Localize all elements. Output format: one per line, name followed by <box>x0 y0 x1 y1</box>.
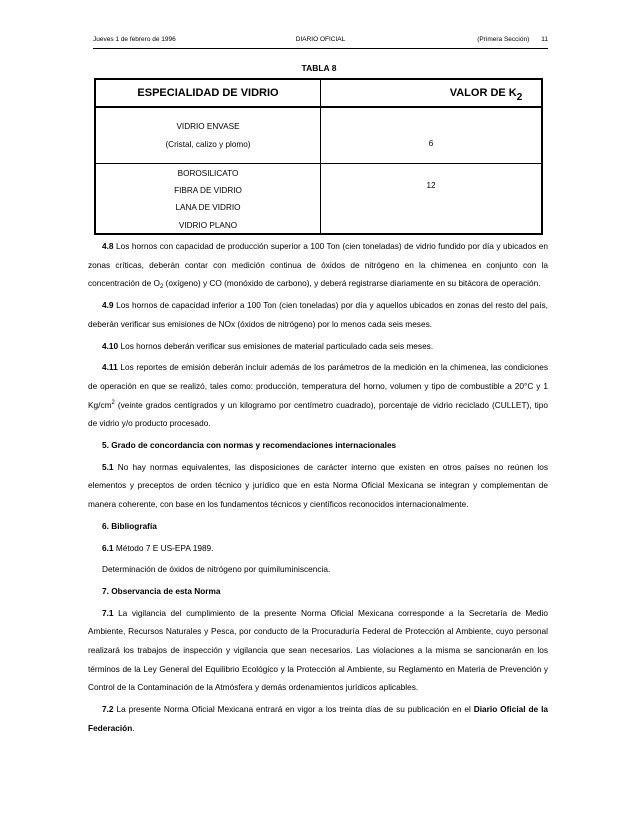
col1-header: ESPECIALIDAD DE VIDRIO <box>137 87 279 99</box>
paragraph-6-1-detail: Determinación de óxidos de nitrógeno por quimiluminiscencia. <box>102 564 331 575</box>
paragraph-text: (veinte grados centígrados y un kilogramo por centímetro cuadrado), porcentaje de vidrio reciclado (CULLET), tipo de vidrio y/o producto procesado. <box>88 399 548 429</box>
paragraph-4-8 <box>88 237 548 293</box>
paragraph-7-2 <box>88 700 548 737</box>
table-row <box>96 108 541 164</box>
paragraph-text: Los reportes de emisión deberán incluir además de los parámetros de la medición en la chimenea, las condiciones de operación en que se realizó, tales como: producción, temperatura del horno, volumen y tipo de combustible a 20°C y 1 Kg/cm <box>88 362 548 410</box>
paragraph-7-1 <box>88 604 548 698</box>
table-title: TABLA 8 <box>301 63 337 73</box>
clause-number: 7.2 <box>102 704 114 715</box>
header-date: Jueves 1 de febrero de 1996 <box>93 36 176 43</box>
header-right <box>477 36 548 43</box>
heading-text: 7. Observancia de esta Norma <box>102 585 221 596</box>
heading-text: 6. Bibliografía <box>102 520 157 531</box>
specialty-line: VIDRIO PLANO <box>178 220 238 230</box>
table-header-row <box>96 80 541 108</box>
col2-header-sub: 2 <box>516 92 523 103</box>
paragraph-5-1 <box>88 458 548 514</box>
col2-header-text: VALOR DE K <box>449 87 517 99</box>
glass-table <box>94 78 543 235</box>
section-heading-7 <box>88 582 548 601</box>
clause-number: 4.8 <box>102 241 114 251</box>
header-publication: DIARIO OFICIAL <box>295 36 346 43</box>
specialty-line: FIBRA DE VIDRIO <box>174 186 242 196</box>
paragraph-text: Los hornos con capacidad de producción superior a 100 Ton (cien toneladas) de vidrio fundido por día y ubicados en zonas críticas, deberán contar con medición continua de óxidos de nitrógeno en la chimenea en conjunto con la concentración de O <box>88 241 548 289</box>
specialty-line: VIDRIO ENVASE <box>176 122 240 131</box>
paragraph-4-10 <box>88 337 548 356</box>
clause-number: 4.11 <box>102 362 118 373</box>
specialty-line: BOROSILICATO <box>177 169 239 178</box>
gazette-name: Diario Oficial de la Federación <box>88 704 548 733</box>
specialty-cell <box>96 108 320 163</box>
paragraph-4-9 <box>88 296 548 333</box>
paragraph-text: Método 7 E US-EPA 1989. <box>113 542 214 553</box>
paragraph-text: La vigilancia del cumplimiento de la presente Norma Oficial Mexicana corresponde a la Secretaría de Medio Ambiente, Recursos Naturales y Pesca, por conducto de la Procuraduría Federal de Protección al Ambiente, cuyo personal realizará los trabajos de inspección y vigilancia que sean necesarios. Las violaciones a la misma se sancionarán en los términos de la Ley General del Equilibrio Ecológico y la Protección al Ambiente, su Reglamento en Materia de Prevención y Control de la Contaminación de la Atmósfera y demás ordenamientos jurídicos aplicables. <box>88 607 548 693</box>
specialty-cell <box>96 164 320 235</box>
paragraph-text: Los hornos de capacidad inferior a 100 Ton (cien toneladas) por día y aquellos ubicados en zonas del resto del país, deberán verificar sus emisiones de NOx (óxidos de nitrógeno) por lo menos cada seis meses. <box>88 300 548 329</box>
section-heading-5 <box>88 436 548 455</box>
paragraph-text: . <box>132 722 135 733</box>
clause-number: 4.9 <box>102 300 114 311</box>
clause-number: 5.1 <box>102 461 114 472</box>
clause-number: 7.1 <box>102 607 114 618</box>
specialty-line: LANA DE VIDRIO <box>175 203 241 213</box>
paragraph-text: La presente Norma Oficial Mexicana entrará en vigor a los treinta días de su publicación en el <box>113 704 474 715</box>
running-header <box>93 36 548 49</box>
paragraph-text: No hay normas equivalentes, las disposiciones de carácter interno que existen en otros países no reúnen los elementos y preceptos de orden técnico y jurídico que en esta Norma Oficial Mexicana se integran y complementan de manera coherente, con base en los fundamentos técnicos y científicos reconocidos internacionalmente. <box>88 461 548 510</box>
heading-text: 5. Grado de concordancia con normas y recomendaciones internacionales <box>102 440 397 451</box>
body-text <box>88 237 548 741</box>
clause-number: 4.10 <box>102 340 119 351</box>
paragraph-text: Los hornos deberán verificar sus emisiones de material particulado cada seis meses. <box>118 340 434 351</box>
k2-value: 6 <box>428 139 434 148</box>
k2-value: 12 <box>426 181 436 190</box>
table-row <box>96 164 541 235</box>
clause-number: 6.1 <box>102 542 114 553</box>
col2-header-cell <box>321 80 541 106</box>
col2-header <box>321 80 541 103</box>
o2-subscript: 2 <box>159 284 164 291</box>
paragraph-6-1 <box>88 539 548 558</box>
paragraph-4-11 <box>88 358 548 433</box>
cm2-superscript: 2 <box>111 399 115 406</box>
header-section: (Primera Sección) <box>477 36 530 43</box>
header-page-number: 11 <box>541 36 548 43</box>
section-heading-6 <box>88 517 548 536</box>
specialty-line: (Cristal, calizo y plomo) <box>165 139 251 149</box>
paragraph-text: (oxígeno) y CO (monóxido de carbono), y deberá registrarse diariamente en su bitácora de operación. <box>163 278 541 289</box>
